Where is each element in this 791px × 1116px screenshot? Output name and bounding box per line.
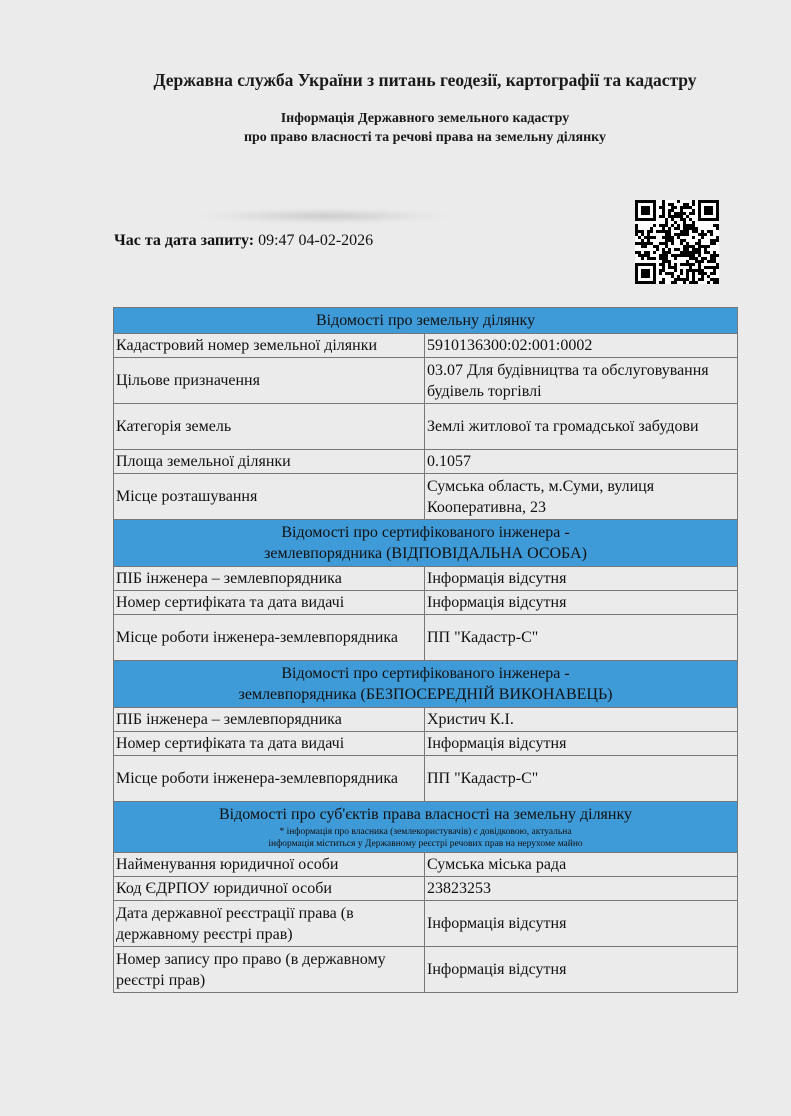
row-label: ПІБ інженера – землевпорядника: [114, 708, 425, 732]
row-value: Землі житлової та громадської забудови: [425, 404, 738, 450]
land-info-table: [113, 307, 738, 993]
section-title: [114, 802, 738, 853]
query-time-value: 09:47 04-02-2026: [258, 232, 374, 249]
section-header-engineer-executor: [114, 661, 738, 708]
section-title: [114, 661, 738, 708]
table-row: [114, 404, 738, 450]
owners-note-line1: * інформація про власника (землекористувачів) є довідковою, актуальна: [279, 827, 572, 837]
table-row: [114, 334, 738, 358]
row-value: Христич К.І.: [425, 708, 738, 732]
section-title: [114, 520, 738, 567]
table-row: [114, 358, 738, 404]
document-title: [0, 109, 791, 147]
table-row: [114, 615, 738, 661]
row-label: ПІБ інженера – землевпорядника: [114, 567, 425, 591]
row-label: Цільове призначення: [114, 358, 425, 404]
table-row: [114, 591, 738, 615]
owners-note-line2: інформація міститься у Державному реєстрі речових прав на нерухоме майно: [268, 839, 583, 849]
agency-title: Державна служба України з питань геодезії, картографії та кадастру: [153, 70, 697, 90]
row-label: Категорія земель: [114, 404, 425, 450]
row-label: Місце роботи інженера-землевпорядника: [114, 756, 425, 802]
owners-note: [118, 826, 733, 850]
row-label: Найменування юридичної особи: [114, 853, 425, 877]
row-label: Номер сертифіката та дата видачі: [114, 732, 425, 756]
table-row: [114, 450, 738, 474]
qr-code-icon: [635, 200, 719, 284]
row-label: Місце роботи інженера-землевпорядника: [114, 615, 425, 661]
section-title-text: Відомості про суб'єктів права власності на земельну ділянку: [218, 806, 633, 823]
table-row: [114, 853, 738, 877]
row-value: Інформація відсутня: [425, 901, 738, 947]
section-header-engineer-responsible: [114, 520, 738, 567]
table-row: [114, 732, 738, 756]
query-time-label: Час та дата запиту:: [114, 232, 255, 249]
row-label: Код ЄДРПОУ юридичної особи: [114, 877, 425, 901]
row-value: Інформація відсутня: [425, 567, 738, 591]
section-title-line2: землевпорядника (БЕЗПОСЕРЕДНІЙ ВИКОНАВЕЦЬ): [238, 686, 613, 703]
row-value: 0.1057: [425, 450, 738, 474]
row-value: Інформація відсутня: [425, 732, 738, 756]
row-value: Сумська область, м.Суми, вулиця Кооперативна, 23: [425, 474, 738, 520]
row-value: 5910136300:02:001:0002: [425, 334, 738, 358]
document-title-line1: Інформація Державного земельного кадастру: [280, 111, 570, 126]
table-row: [114, 947, 738, 993]
table-row: [114, 877, 738, 901]
document-title-line2: про право власності та речові права на земельну ділянку: [243, 130, 607, 145]
query-timestamp: [114, 232, 373, 250]
blurred-area: [200, 208, 450, 224]
row-label: Площа земельної ділянки: [114, 450, 425, 474]
section-header-land: [114, 308, 738, 334]
row-value: ПП "Кадастр-С": [425, 756, 738, 802]
table-row: [114, 567, 738, 591]
table-row: [114, 901, 738, 947]
row-value: Сумська міська рада: [425, 853, 738, 877]
row-value: 23823253: [425, 877, 738, 901]
row-label: Номер сертифіката та дата видачі: [114, 591, 425, 615]
section-title-line1: Відомості про сертифікованого інженера -: [281, 665, 570, 682]
section-title: Відомості про земельну ділянку: [114, 308, 738, 334]
table-row: [114, 474, 738, 520]
row-label: Місце розташування: [114, 474, 425, 520]
section-header-owners: [114, 802, 738, 853]
section-title-line1: Відомості про сертифікованого інженера -: [281, 524, 570, 541]
row-label: Дата державної реєстрації права (в державному реєстрі прав): [114, 901, 425, 947]
row-value: 03.07 Для будівництва та обслуговування будівель торгівлі: [425, 358, 738, 404]
table-row: [114, 708, 738, 732]
row-value: Інформація відсутня: [425, 947, 738, 993]
row-value: Інформація відсутня: [425, 591, 738, 615]
section-title-line2: землевпорядника (ВІДПОВІДАЛЬНА ОСОБА): [264, 545, 587, 562]
table-row: [114, 756, 738, 802]
row-label: Номер запису про право (в державному реєстрі прав): [114, 947, 425, 993]
row-label: Кадастровий номер земельної ділянки: [114, 334, 425, 358]
row-value: ПП "Кадастр-С": [425, 615, 738, 661]
